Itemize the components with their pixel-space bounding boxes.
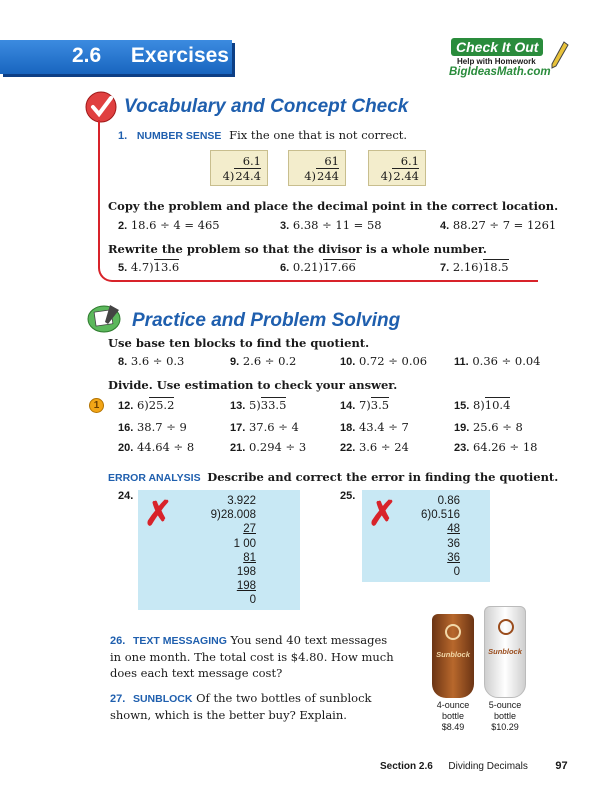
question-number: 1. — [118, 130, 128, 142]
error-24-work — [180, 494, 256, 608]
question-number: 12. — [118, 400, 134, 412]
sun-emblem-icon — [445, 624, 461, 640]
dividend: 10.4 — [484, 398, 511, 412]
work-line: 198 — [236, 566, 256, 579]
question-number: 4. — [440, 220, 450, 232]
division-card-2: 61 4)244 — [288, 150, 346, 186]
question-21 — [230, 440, 306, 454]
rewrite-instructions: Rewrite the problem so that the divisor is a whole number. — [108, 242, 487, 256]
question-7: 7. 2.16)18.5 — [440, 260, 509, 274]
question-number: 22. — [340, 442, 356, 454]
bottle-caption-5oz — [482, 700, 528, 733]
question-text: 43.4 ÷ 7 — [358, 420, 409, 434]
division-card-1: 6.1 4)24.4 — [210, 150, 268, 186]
question-number: 5. — [118, 262, 128, 274]
work-line: 198 — [236, 580, 256, 593]
divisor: 8 — [472, 398, 481, 412]
question-number: 9. — [230, 356, 240, 368]
question-number: 11. — [454, 356, 469, 368]
question-9 — [230, 354, 296, 368]
question-text: Fix the one that is not correct. — [229, 128, 408, 142]
question-11 — [454, 354, 541, 368]
question-2 — [118, 218, 220, 232]
page-number: 97 — [555, 760, 568, 772]
question-text: 0.72 ÷ 0.06 — [358, 354, 428, 368]
question-text: 0.294 ÷ 3 — [248, 440, 307, 454]
question-number: 16. — [118, 422, 134, 434]
question-text: You send 40 text messages in one month. The total cost is $4.80. How much does each text message cost? — [110, 633, 394, 680]
question-label: SUNBLOCK — [132, 693, 193, 705]
caption-size: 4-ounce — [436, 700, 470, 710]
question-27 — [110, 690, 400, 723]
vocab-section-title: Vocabulary and Concept Check — [124, 96, 409, 117]
sunblock-bottle-5oz — [484, 606, 526, 698]
question-number: 18. — [340, 422, 356, 434]
caption-price: $10.29 — [491, 722, 519, 732]
question-15: 15. 8)10.4 — [454, 398, 511, 412]
blocks-instructions: Use base ten blocks to find the quotient. — [108, 336, 370, 350]
question-number: 8. — [118, 356, 128, 368]
question-text: 2.6 ÷ 0.2 — [242, 354, 297, 368]
divisor: 0.21 — [292, 260, 319, 274]
question-19 — [454, 420, 523, 434]
question-14: 14. 7)3.5 — [340, 398, 390, 412]
question-number: 7. — [440, 262, 450, 274]
question-text: 88.27 ÷ 7 = 1261 — [452, 218, 557, 232]
site-name: BigIdeasMath — [449, 66, 524, 78]
site-suffix: .com — [523, 66, 551, 78]
question-23 — [454, 440, 537, 454]
question-26 — [110, 632, 400, 681]
work-line: 36 — [447, 537, 460, 550]
bottle-brand-label: Sunblock — [488, 647, 522, 656]
question-number: 13. — [230, 400, 246, 412]
caption-bottle: bottle — [493, 711, 517, 721]
practice-section-title: Practice and Problem Solving — [132, 310, 401, 331]
check-it-out-logo[interactable] — [445, 38, 571, 80]
dividend: 25.2 — [148, 398, 175, 412]
work-line: 36 — [447, 551, 460, 564]
question-17 — [230, 420, 299, 434]
caption-price: $8.49 — [441, 722, 465, 732]
question-number: 26. — [110, 635, 126, 647]
pencil-icon — [548, 40, 570, 70]
notebook-icon — [86, 302, 124, 334]
question-text: 38.7 ÷ 9 — [136, 420, 187, 434]
bottle-brand-label: Sunblock — [436, 650, 470, 659]
question-label: TEXT MESSAGING — [132, 635, 227, 647]
question-text: 3.6 ÷ 24 — [358, 440, 409, 454]
question-5: 5. 4.7)13.6 — [118, 260, 180, 274]
question-label: NUMBER SENSE — [136, 130, 222, 142]
question-text: 3.6 ÷ 0.3 — [130, 354, 185, 368]
question-12: 12. 6)25.2 — [118, 398, 175, 412]
work-line: 6)0.516 — [420, 509, 460, 522]
check-it-out-text: Check It Out — [451, 38, 543, 56]
sunblock-bottle-4oz — [432, 614, 474, 698]
exercises-heading: Exercises — [130, 44, 229, 67]
question-number: 14. — [340, 400, 356, 412]
work-line: 3.922 — [227, 495, 256, 507]
question-8 — [118, 354, 184, 368]
dividend: 13.6 — [153, 260, 180, 274]
card-quotient: 6.1 — [400, 154, 419, 168]
question-13: 13. 5)33.5 — [230, 398, 287, 412]
divisor: 5 — [248, 398, 257, 412]
footer-section: Section 2.6 — [380, 761, 433, 772]
card-dividend: 2.44 — [393, 169, 419, 183]
question-18 — [340, 420, 409, 434]
work-line: 0.86 — [437, 495, 460, 507]
card-quotient: 61 — [324, 154, 339, 168]
section-title — [72, 44, 229, 68]
checkmark-icon — [84, 90, 118, 124]
bottle-caption-4oz — [430, 700, 476, 733]
question-3 — [280, 218, 382, 232]
question-number: 20. — [118, 442, 134, 454]
dividend: 3.5 — [370, 398, 390, 412]
work-line: 0 — [453, 566, 460, 579]
help-with-homework-text: Help with Homework — [457, 57, 536, 66]
footer — [380, 760, 568, 772]
error-analysis-label: ERROR ANALYSIS — [108, 472, 201, 484]
card-divisor: 4 — [380, 169, 388, 183]
caption-size: 5-ounce — [488, 700, 522, 710]
question-4 — [440, 218, 556, 232]
error-25-work — [398, 494, 460, 579]
question-number: 10. — [340, 356, 356, 368]
question-number: 23. — [454, 442, 470, 454]
card-quotient: 6.1 — [242, 154, 261, 168]
section-number: 2.6 — [72, 44, 102, 67]
question-6: 6. 0.21)17.66 — [280, 260, 356, 274]
dividend: 17.66 — [322, 260, 356, 274]
question-10 — [340, 354, 427, 368]
card-divisor: 4 — [304, 169, 312, 183]
divisor: 4.7 — [130, 260, 150, 274]
question-text: 37.6 ÷ 4 — [248, 420, 299, 434]
question-number: 6. — [280, 262, 290, 274]
error-analysis-text: Describe and correct the error in finding the quotient. — [207, 470, 559, 484]
question-text: 0.36 ÷ 0.04 — [472, 354, 541, 368]
question-number: 17. — [230, 422, 246, 434]
question-text: 44.64 ÷ 8 — [136, 440, 195, 454]
copy-instructions: Copy the problem and place the decimal point in the correct location. — [108, 199, 559, 213]
divisor: 6 — [136, 398, 145, 412]
question-number: 15. — [454, 400, 470, 412]
question-22 — [340, 440, 409, 454]
divisor: 2.16 — [452, 260, 479, 274]
question-number: 19. — [454, 422, 470, 434]
caption-bottle: bottle — [441, 711, 465, 721]
help-badge-icon: 1 — [89, 398, 104, 413]
card-dividend: 244 — [317, 169, 339, 183]
question-text: Of the two bottles of sunblock shown, which is the better buy? Explain. — [110, 691, 372, 722]
error-analysis-instructions — [108, 470, 558, 484]
work-line: 0 — [249, 594, 256, 607]
question-number: 3. — [280, 220, 290, 232]
question-25-number: 25. — [340, 490, 356, 502]
question-number: 27. — [110, 693, 126, 705]
dividend: 33.5 — [260, 398, 287, 412]
error-x-icon: ✗ — [368, 495, 397, 533]
question-24-number: 24. — [118, 490, 134, 502]
work-line: 81 — [243, 551, 256, 564]
question-20 — [118, 440, 194, 454]
card-divisor: 4 — [222, 169, 230, 183]
question-16 — [118, 420, 187, 434]
bigideasmath-link[interactable] — [449, 66, 551, 78]
work-line: 1 00 — [233, 537, 256, 550]
question-text: 64.26 ÷ 18 — [472, 440, 538, 454]
card-dividend: 24.4 — [235, 169, 261, 183]
question-text: 25.6 ÷ 8 — [472, 420, 523, 434]
question-text: 6.38 ÷ 11 = 58 — [292, 218, 382, 232]
divisor: 7 — [358, 398, 367, 412]
error-x-icon: ✗ — [144, 495, 173, 533]
work-line: 27 — [243, 523, 256, 536]
question-number: 2. — [118, 220, 128, 232]
work-line: 9)28.008 — [210, 509, 256, 522]
question-text: 18.6 ÷ 4 = 465 — [130, 218, 220, 232]
sun-emblem-icon — [498, 619, 514, 635]
dividend: 18.5 — [482, 260, 509, 274]
question-number: 21. — [230, 442, 246, 454]
footer-topic: Dividing Decimals — [448, 761, 528, 772]
question-1 — [118, 128, 407, 142]
division-card-3: 6.1 4)2.44 — [368, 150, 426, 186]
work-line: 48 — [447, 523, 460, 536]
divide-instructions: Divide. Use estimation to check your answer. — [108, 378, 398, 392]
